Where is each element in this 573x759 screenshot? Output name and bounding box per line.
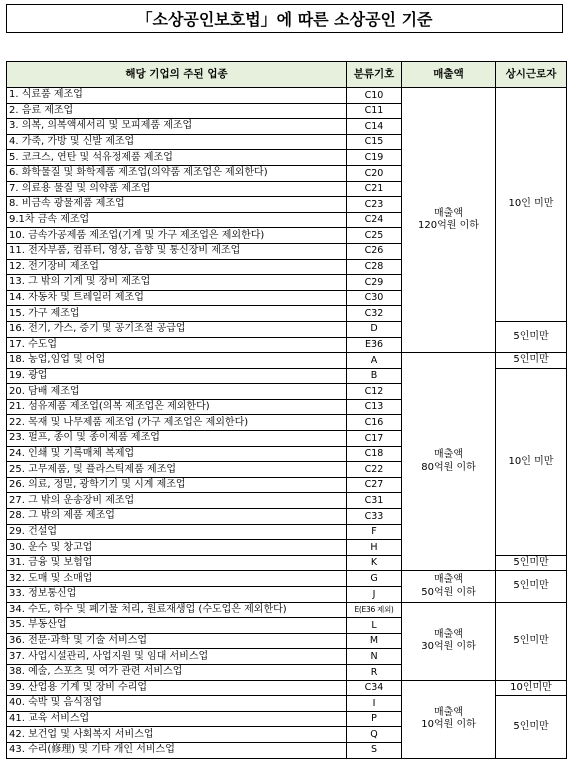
code-cell: A — [347, 353, 402, 369]
industry-cell: 43. 수리(修理) 및 기타 개인 서비스업 — [7, 742, 347, 758]
industry-cell: 29. 건설업 — [7, 524, 347, 540]
header-employees: 상시근로자 — [496, 62, 567, 88]
employees-cell: 5인미만 — [496, 353, 567, 369]
industry-cell: 23. 펄프, 종이 및 종이제품 제조업 — [7, 431, 347, 447]
code-cell: C26 — [347, 243, 402, 259]
code-cell: C15 — [347, 134, 402, 150]
industry-cell: 30. 운수 및 창고업 — [7, 540, 347, 556]
code-cell: C20 — [347, 165, 402, 181]
industry-cell: 19. 광업 — [7, 368, 347, 384]
table-row — [7, 602, 567, 618]
industry-cell: 8. 비금속 광물제품 제조업 — [7, 197, 347, 213]
code-cell: C24 — [347, 212, 402, 228]
code-cell: C29 — [347, 275, 402, 291]
industry-cell: 27. 그 밖의 운송장비 제조업 — [7, 493, 347, 509]
industry-cell: 36. 전문·과학 및 기술 서비스업 — [7, 633, 347, 649]
industry-cell: 34. 수도, 하수 및 폐기물 처리, 원료재생업 (수도업은 제외한다) — [7, 602, 347, 618]
code-cell: B — [347, 368, 402, 384]
table-row — [7, 353, 567, 369]
industry-cell: 20. 담배 제조업 — [7, 384, 347, 400]
code-cell: C34 — [347, 680, 402, 696]
header-industry: 해당 기업의 주된 업종 — [7, 62, 347, 88]
code-cell: G — [347, 571, 402, 587]
code-cell: M — [347, 633, 402, 649]
employees-cell: 5인미만 — [496, 696, 567, 758]
code-cell: C23 — [347, 197, 402, 213]
industry-cell: 24. 인쇄 및 기록매체 복제업 — [7, 446, 347, 462]
code-cell: S — [347, 742, 402, 758]
industry-cell: 9.1차 금속 제조업 — [7, 212, 347, 228]
industry-cell: 12. 전기장비 제조업 — [7, 259, 347, 275]
code-cell: P — [347, 711, 402, 727]
industry-cell: 41. 교육 서비스업 — [7, 711, 347, 727]
employees-cell: 5인미만 — [496, 602, 567, 680]
code-cell: C17 — [347, 431, 402, 447]
code-cell: D — [347, 321, 402, 337]
code-cell: C13 — [347, 399, 402, 415]
page-title: 「소상공인보호법」에 따른 소상공인 기준 — [6, 4, 563, 33]
code-cell: H — [347, 540, 402, 556]
table-row — [7, 88, 567, 104]
employees-cell: 10인미만 — [496, 680, 567, 696]
code-cell: K — [347, 555, 402, 571]
code-cell: I — [347, 696, 402, 712]
sales-cell: 매출액 10억원 이하 — [402, 680, 496, 758]
code-cell: C12 — [347, 384, 402, 400]
employees-cell: 5인미만 — [496, 321, 567, 352]
industry-cell: 33. 정보통신업 — [7, 587, 347, 603]
industry-cell: 31. 금융 및 보험업 — [7, 555, 347, 571]
code-cell: C30 — [347, 290, 402, 306]
industry-cell: 4. 가죽, 가방 및 신발 제조업 — [7, 134, 347, 150]
table-row — [7, 571, 567, 587]
industry-cell: 39. 산업용 기계 및 장비 수리업 — [7, 680, 347, 696]
code-cell: C28 — [347, 259, 402, 275]
sales-cell: 매출액 120억원 이하 — [402, 88, 496, 353]
header-sales: 매출액 — [402, 62, 496, 88]
industry-cell: 35. 부동산업 — [7, 618, 347, 634]
sales-cell: 매출액 30억원 이하 — [402, 602, 496, 680]
industry-cell: 5. 코크스, 연탄 및 석유정제품 제조업 — [7, 150, 347, 166]
code-cell: C32 — [347, 306, 402, 322]
code-cell: C11 — [347, 103, 402, 119]
industry-cell: 11. 전자부품, 컴퓨터, 영상, 음향 및 통신장비 제조업 — [7, 243, 347, 259]
employees-cell: 10인 미만 — [496, 368, 567, 555]
code-cell: Q — [347, 727, 402, 743]
code-cell: C25 — [347, 228, 402, 244]
code-cell: R — [347, 664, 402, 680]
industry-cell: 3. 의복, 의복액세서리 및 모피제품 제조업 — [7, 119, 347, 135]
code-cell: C31 — [347, 493, 402, 509]
industry-cell: 15. 가구 제조업 — [7, 306, 347, 322]
sales-cell: 매출액 80억원 이하 — [402, 353, 496, 571]
industry-cell: 42. 보건업 및 사회복지 서비스업 — [7, 727, 347, 743]
code-cell: F — [347, 524, 402, 540]
code-cell: L — [347, 618, 402, 634]
code-cell: C22 — [347, 462, 402, 478]
code-cell: C33 — [347, 509, 402, 525]
industry-cell: 7. 의료용 물질 및 의약품 제조업 — [7, 181, 347, 197]
code-cell: C16 — [347, 415, 402, 431]
code-cell: C19 — [347, 150, 402, 166]
code-cell: C14 — [347, 119, 402, 135]
industry-cell: 10. 금속가공제품 제조업(기계 및 가구 제조업은 제외한다) — [7, 228, 347, 244]
industry-cell: 21. 섬유제품 제조업(의복 제조업은 제외한다) — [7, 399, 347, 415]
employees-cell: 10인 미만 — [496, 88, 567, 322]
industry-cell: 32. 도매 및 소매업 — [7, 571, 347, 587]
industry-cell: 26. 의료, 정밀, 광학기기 및 시계 제조업 — [7, 477, 347, 493]
industry-cell: 1. 식료품 제조업 — [7, 88, 347, 104]
industry-cell: 17. 수도업 — [7, 337, 347, 353]
table-header-row — [7, 62, 567, 88]
industry-cell: 16. 전기, 가스, 증기 및 공기조절 공급업 — [7, 321, 347, 337]
table-row — [7, 680, 567, 696]
code-cell: C10 — [347, 88, 402, 104]
industry-cell: 18. 농업,임업 및 어업 — [7, 353, 347, 369]
industry-cell: 6. 화학물질 및 화학제품 제조업(의약품 제조업은 제외한다) — [7, 165, 347, 181]
code-cell: C27 — [347, 477, 402, 493]
industry-cell: 2. 음료 제조업 — [7, 103, 347, 119]
code-cell: J — [347, 587, 402, 603]
employees-cell: 5인미만 — [496, 555, 567, 571]
industry-cell: 22. 목재 및 나무제품 제조업 (가구 제조업은 제외한다) — [7, 415, 347, 431]
code-cell: N — [347, 649, 402, 665]
employees-cell: 5인미만 — [496, 571, 567, 602]
sales-cell: 매출액 50억원 이하 — [402, 571, 496, 602]
industry-cell: 40. 숙박 및 음식점업 — [7, 696, 347, 712]
code-cell: E(E36 제외) — [347, 602, 402, 618]
industry-cell: 13. 그 밖의 기계 및 장비 제조업 — [7, 275, 347, 291]
header-code: 분류기호 — [347, 62, 402, 88]
industry-cell: 38. 예술, 스포츠 및 여가 관련 서비스업 — [7, 664, 347, 680]
industry-cell: 25. 고무제품, 및 플라스틱제품 제조업 — [7, 462, 347, 478]
industry-cell: 28. 그 밖의 제품 제조업 — [7, 509, 347, 525]
industry-cell: 14. 자동차 및 트레일러 제조업 — [7, 290, 347, 306]
industry-cell: 37. 사업시설관리, 사업지원 및 임대 서비스업 — [7, 649, 347, 665]
code-cell: C18 — [347, 446, 402, 462]
criteria-table — [6, 61, 567, 759]
code-cell: E36 — [347, 337, 402, 353]
code-cell: C21 — [347, 181, 402, 197]
